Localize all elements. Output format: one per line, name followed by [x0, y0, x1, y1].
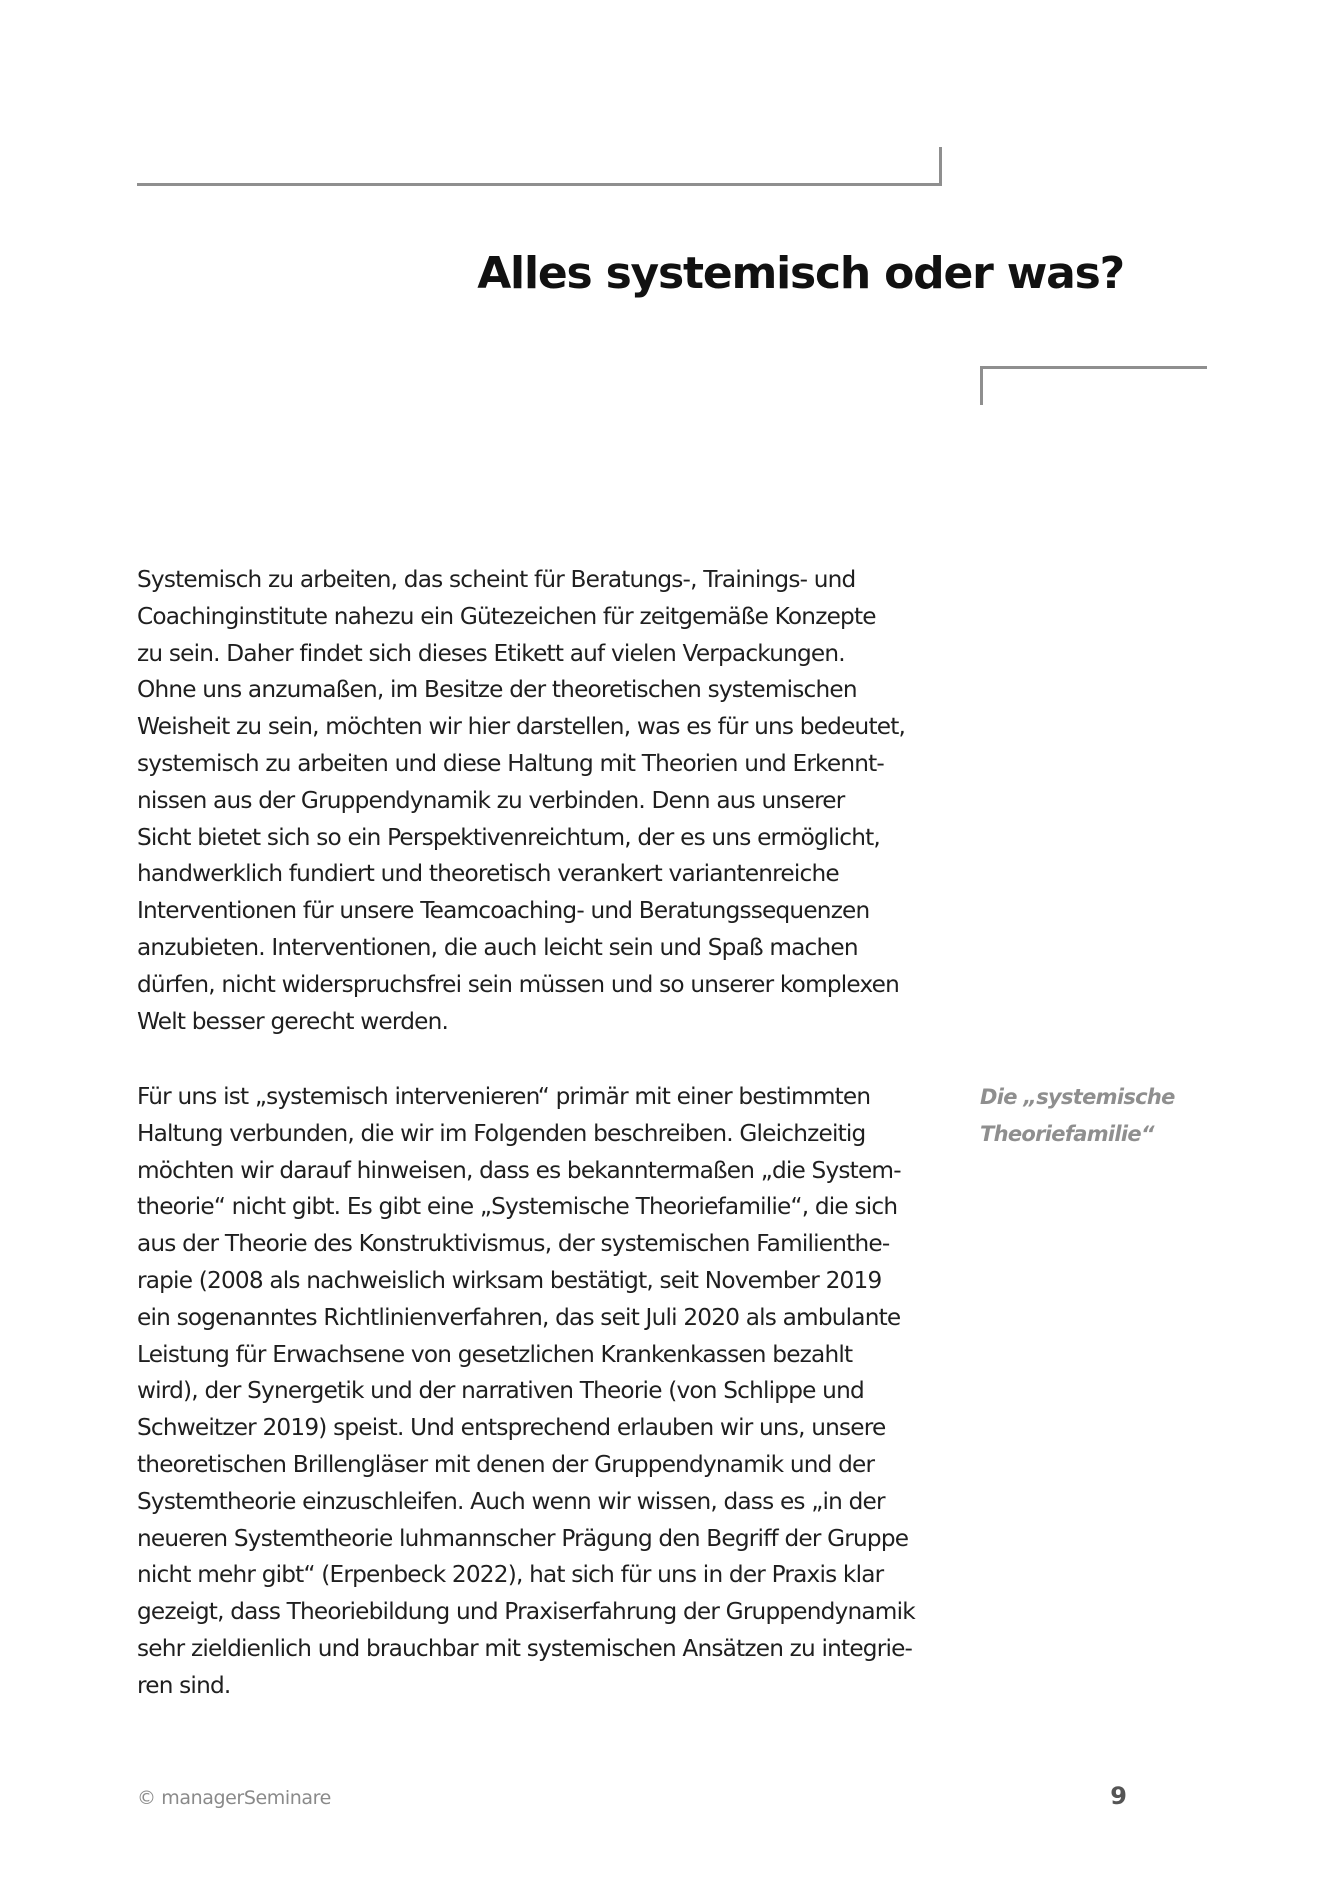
body-paragraph-2 — [137, 1079, 915, 1705]
text-line: Interventionen für unsere Teamcoaching- und Beratungssequenzen — [137, 897, 870, 925]
text-line: neueren Systemtheorie luhmannscher Prägung den Begriff der Gruppe — [137, 1524, 909, 1552]
text-line: systemisch zu arbeiten und diese Haltung mit Theorien und Erkennt- — [137, 749, 884, 777]
text-line: möchten wir darauf hinweisen, dass es bekanntermaßen „die System- — [137, 1156, 901, 1184]
text-line: Weisheit zu sein, möchten wir hier darstellen, was es für uns bedeutet, — [137, 713, 906, 741]
chapter-title: Alles systemisch oder was? — [477, 248, 1124, 299]
text-line: nicht mehr gibt“ (Erpenbeck 2022), hat sich für uns in der Praxis klar — [137, 1561, 884, 1589]
text-line: Leistung für Erwachsene von gesetzlichen Krankenkassen bezahlt — [137, 1340, 853, 1368]
text-line: anzubieten. Interventionen, die auch leicht sein und Spaß machen — [137, 933, 858, 961]
text-line: theorie“ nicht gibt. Es gibt eine „Systemische Theoriefamilie“, die sich — [137, 1193, 898, 1221]
margin-note-line: Die „systemische — [980, 1085, 1175, 1109]
text-line: Coachinginstitute nahezu ein Gütezeichen für zeitgemäße Konzepte — [137, 602, 876, 630]
text-line: zu sein. Daher findet sich dieses Etikett auf vielen Verpackungen. — [137, 639, 845, 667]
text-line: ren sind. — [137, 1671, 231, 1699]
margin-note — [980, 1079, 1175, 1153]
text-line: Sicht bietet sich so ein Perspektivenreichtum, der es uns ermöglicht, — [137, 823, 880, 851]
text-line: Welt besser gerecht werden. — [137, 1007, 449, 1035]
text-line: sehr zieldienlich und brauchbar mit systemischen Ansätzen zu integrie- — [137, 1634, 913, 1662]
top-rule — [137, 183, 942, 186]
text-line: aus der Theorie des Konstruktivismus, der systemischen Familienthe- — [137, 1230, 890, 1258]
text-line: Systemisch zu arbeiten, das scheint für Beratungs-, Trainings- und — [137, 566, 856, 593]
text-line: wird), der Synergetik und der narrativen Theorie (von Schlippe und — [137, 1377, 864, 1405]
text-line: nissen aus der Gruppendynamik zu verbinden. Denn aus unserer — [137, 786, 845, 814]
text-line: rapie (2008 als nachweislich wirksam bestätigt, seit November 2019 — [137, 1266, 882, 1294]
title-corner-rule-tick — [980, 366, 983, 405]
text-line: Ohne uns anzumaßen, im Besitze der theoretischen systemischen — [137, 676, 857, 704]
footer-copyright: © managerSeminare — [137, 1787, 331, 1809]
text-line: gezeigt, dass Theoriebildung und Praxiserfahrung der Gruppendynamik — [137, 1598, 915, 1626]
text-line: handwerklich fundiert und theoretisch verankert variantenreiche — [137, 860, 839, 888]
text-line: Schweitzer 2019) speist. Und entsprechend erlauben wir uns, unsere — [137, 1414, 886, 1442]
text-line: Systemtheorie einzuschleifen. Auch wenn wir wissen, dass es „in der — [137, 1487, 885, 1515]
text-line: ein sogenanntes Richtlinienverfahren, das seit Juli 2020 als ambulante — [137, 1303, 901, 1331]
top-rule-tick — [939, 147, 942, 186]
text-line: theoretischen Brillengläser mit denen der Gruppendynamik und der — [137, 1450, 875, 1478]
margin-note-line: Theoriefamilie“ — [980, 1121, 1154, 1146]
body-paragraph-1 — [137, 562, 905, 1040]
page-number: 9 — [1110, 1782, 1127, 1810]
text-line: Für uns ist „systemisch intervenieren“ primär mit einer bestimmten — [137, 1083, 871, 1110]
text-line: dürfen, nicht widerspruchsfrei sein müssen und so unserer komplexen — [137, 970, 900, 998]
title-corner-rule — [980, 366, 1207, 369]
text-line: Haltung verbunden, die wir im Folgenden beschreiben. Gleichzeitig — [137, 1119, 866, 1147]
